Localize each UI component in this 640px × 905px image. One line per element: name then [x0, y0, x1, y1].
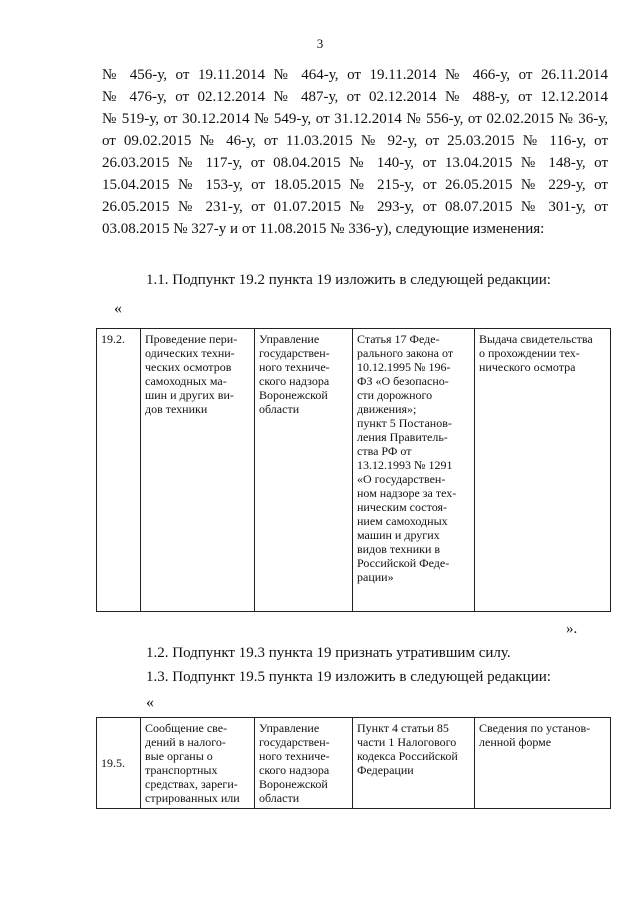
cell-number: 19.2.: [97, 329, 141, 612]
cell-authority: Управление государствен- ного техниче- ского надзора Воронежской области: [255, 718, 353, 809]
item-1-2: 1.2. Подпункт 19.3 пункта 19 признать утратившим силу.: [146, 645, 511, 661]
cell-basis: Статья 17 Феде- рального закона от 10.12.1995 № 196- ФЗ «О безопасно- сти дорожного движения»; пункт 5 Постанов- ления Правитель- ства РФ от 13.12.1993 № 1291 «О государствен- ном надзоре за тех- ническим состоя- нием самоходных машин и других видов техники в Российской Феде- рации»: [353, 329, 475, 612]
table-row: [97, 329, 611, 612]
cell-service: Сообщение све- дений в налого- вые органы о транспортных средствах, зареги- стрированных или: [141, 718, 255, 809]
intro-line: 03.08.2015 № 327-у и от 11.08.2015 № 336-у), следующие изменения:: [102, 221, 545, 237]
table-19-2: [96, 328, 611, 612]
intro-line: 26.05.2015 № 231-у, от 01.07.2015 № 293-у, от 08.07.2015 № 301-у, от: [102, 199, 608, 215]
item-1-1: 1.1. Подпункт 19.2 пункта 19 изложить в следующей редакции:: [146, 272, 551, 288]
cell-authority: Управление государствен- ного техниче- ского надзора Воронежской области: [255, 329, 353, 612]
page-number: 3: [316, 36, 324, 51]
cell-service: Проведение пери- одических техни- ческих осмотров самоходных ма- шин и других ви- дов техники: [141, 329, 255, 612]
cell-result: Сведения по установ- ленной форме: [475, 718, 611, 809]
intro-line: № 476-у, от 02.12.2014 № 487-у, от 02.12.2014 № 488-у, от 12.12.2014: [102, 89, 608, 105]
item-1-3: 1.3. Подпункт 19.5 пункта 19 изложить в следующей редакции:: [146, 669, 551, 685]
table-row: [97, 718, 611, 809]
table-19-5: [96, 717, 611, 809]
intro-line: № 456-у, от 19.11.2014 № 464-у, от 19.11.2014 № 466-у, от 26.11.2014: [102, 67, 608, 83]
open-quote-2: «: [146, 694, 154, 711]
intro-line: № 519-у, от 30.12.2014 № 549-у, от 31.12.2014 № 556-у, от 02.02.2015 № 36-у,: [102, 111, 608, 127]
cell-basis: Пункт 4 статьи 85 части 1 Налогового кодекса Российской Федерации: [353, 718, 475, 809]
intro-line: от 09.02.2015 № 46-у, от 11.03.2015 № 92-у, от 25.03.2015 № 116-у, от: [102, 133, 608, 149]
intro-paragraph: [102, 64, 608, 240]
close-quote-1: ».: [566, 621, 578, 637]
intro-line: 26.03.2015 № 117-у, от 08.04.2015 № 140-у, от 13.04.2015 № 148-у, от: [102, 155, 608, 171]
open-quote-1: «: [114, 300, 122, 317]
cell-result: Выдача свидетельства о прохождении тех- нического осмотра: [475, 329, 611, 612]
cell-number: 19.5.: [97, 718, 141, 809]
intro-line: 15.04.2015 № 153-у, от 18.05.2015 № 215-у, от 26.05.2015 № 229-у, от: [102, 177, 608, 193]
